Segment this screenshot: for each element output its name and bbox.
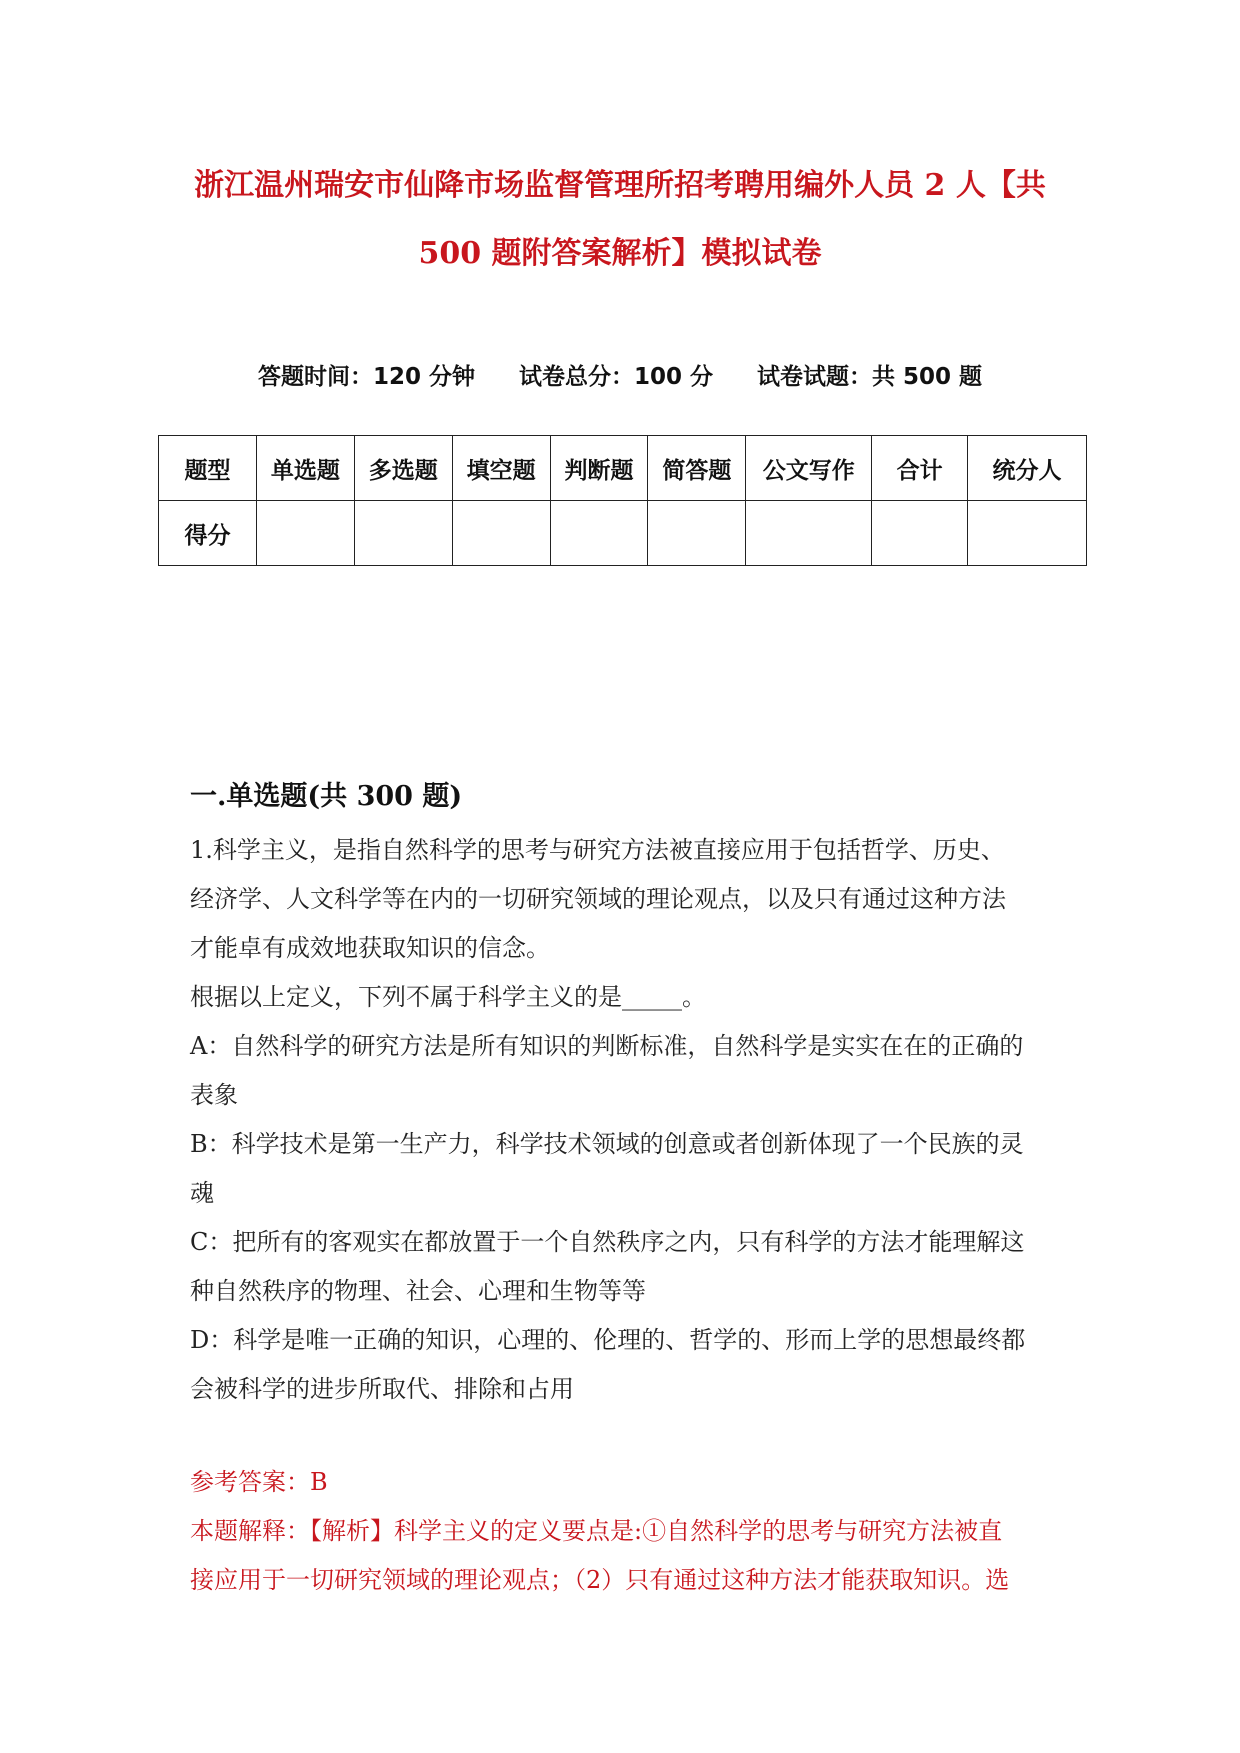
- score-table-header: 简答题: [648, 436, 746, 501]
- score-cell: [746, 501, 872, 566]
- option-d-line: 会被科学的进步所取代、排除和占用: [190, 1375, 574, 1403]
- score-table-header: 单选题: [256, 436, 354, 501]
- option-b-line: 魂: [190, 1179, 214, 1207]
- reference-answer: 参考答案：B: [190, 1468, 328, 1496]
- option-b-line: B：科学技术是第一生产力，科学技术领域的创意或者创新体现了一个民族的灵: [190, 1130, 1024, 1158]
- score-cell: [968, 501, 1087, 566]
- score-cell: [354, 501, 452, 566]
- section-heading: 一.单选题(共 300 题): [190, 781, 463, 812]
- question-stem-line: 1.科学主义，是指自然科学的思考与研究方法被直接应用于包括哲学、历史、: [190, 836, 1005, 864]
- score-table-header: 公文写作: [746, 436, 872, 501]
- question-stem-line: 才能卓有成效地获取知识的信念。: [190, 934, 550, 962]
- score-table-header: 统分人: [968, 436, 1087, 501]
- score-cell: [452, 501, 550, 566]
- exam-meta: [150, 358, 1090, 391]
- option-c-line: 种自然秩序的物理、社会、心理和生物等等: [190, 1277, 646, 1305]
- option-a-line: 表象: [190, 1081, 238, 1109]
- score-row-label: 得分: [159, 501, 257, 566]
- explanation-line: 本题解释：【解析】科学主义的定义要点是:①自然科学的思考与研究方法被直: [190, 1517, 1003, 1545]
- score-cell: [256, 501, 354, 566]
- score-table-header: 合计: [872, 436, 968, 501]
- score-table-header-row: [159, 436, 1087, 501]
- score-cell: [872, 501, 968, 566]
- exam-time: 答题时间：120 分钟: [257, 364, 475, 390]
- question-stem-line: 根据以上定义，下列不属于科学主义的是_____。: [190, 983, 706, 1011]
- question-block: [190, 826, 1070, 1414]
- exam-title-line-2: 500 题附答案解析】模拟试卷: [418, 236, 822, 271]
- score-table-header: 判断题: [550, 436, 648, 501]
- answer-block: [190, 1458, 1070, 1605]
- score-table-header: 多选题: [354, 436, 452, 501]
- score-table: [158, 435, 1087, 566]
- score-table-header: 题型: [159, 436, 257, 501]
- exam-total-score: 试卷总分：100 分: [518, 364, 714, 390]
- score-cell: [550, 501, 648, 566]
- explanation-line: 接应用于一切研究领域的理论观点；（2）只有通过这种方法才能获取知识。选: [190, 1566, 1010, 1594]
- option-a-line: A：自然科学的研究方法是所有知识的判断标准，自然科学是实实在在的正确的: [190, 1032, 1024, 1060]
- option-d-line: D：科学是唯一正确的知识，心理的、伦理的、哲学的、形而上学的思想最终都: [190, 1326, 1026, 1354]
- option-c-line: C：把所有的客观实在都放置于一个自然秩序之内，只有科学的方法才能理解这: [190, 1228, 1025, 1256]
- question-stem-line: 经济学、人文科学等在内的一切研究领域的理论观点，以及只有通过这种方法: [190, 885, 1006, 913]
- score-table-score-row: [159, 501, 1087, 566]
- exam-question-count: 试卷试题：共 500 题: [757, 364, 983, 390]
- exam-title-line-1: 浙江温州瑞安市仙降市场监督管理所招考聘用编外人员 2 人【共: [194, 168, 1046, 203]
- score-table-header: 填空题: [452, 436, 550, 501]
- score-cell: [648, 501, 746, 566]
